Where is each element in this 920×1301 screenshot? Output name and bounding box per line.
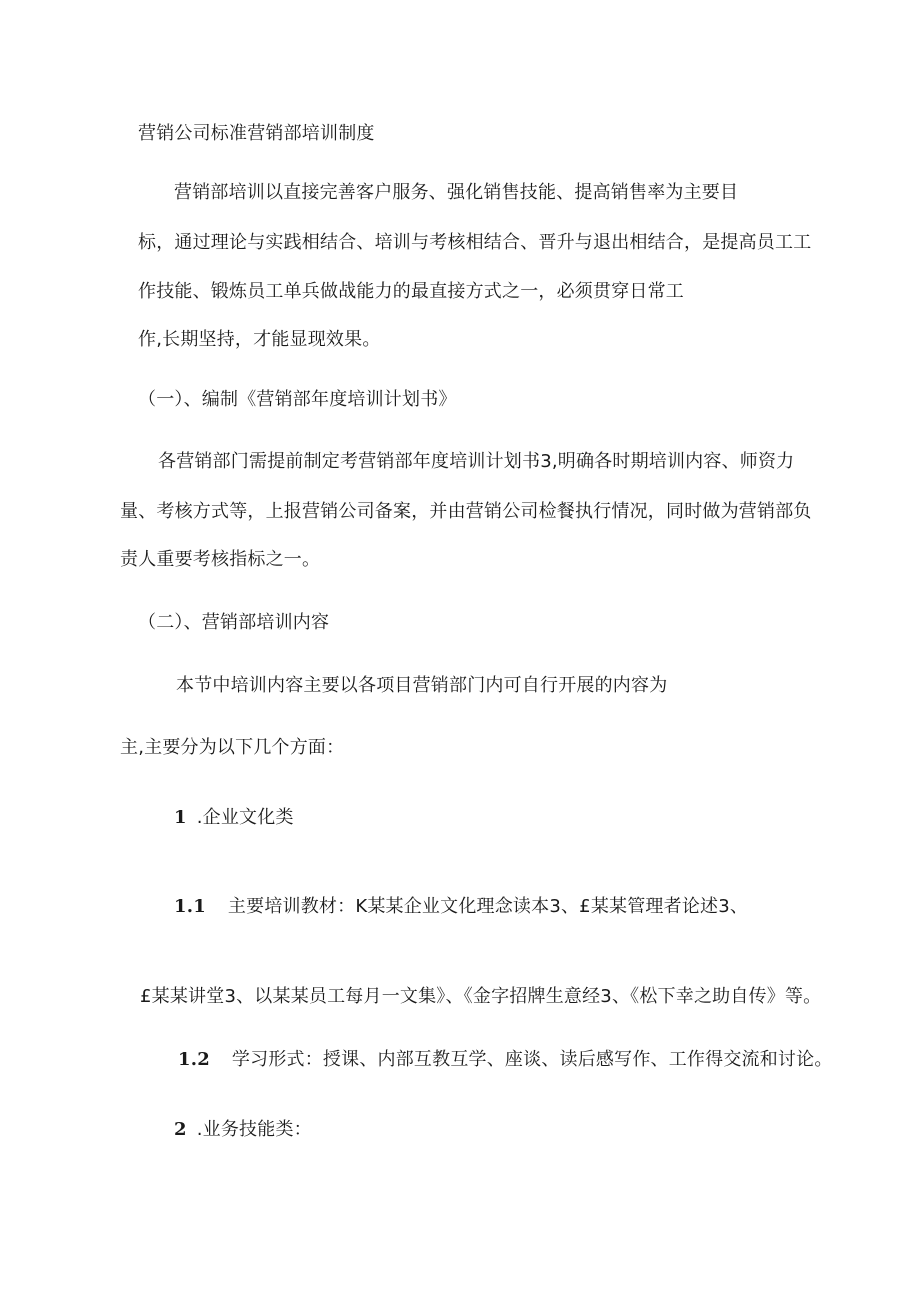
item-1-2-number: 1.2 — [178, 1049, 210, 1070]
item-1-2-text: 学习形式：授课、内部互教互学、座谈、读后感写作、工作得交流和讨论。 — [231, 1049, 833, 1070]
item-1-heading — [174, 807, 294, 829]
section-1-heading: （一）、编制《营销部年度培训计划书》 — [138, 389, 457, 410]
item-2-label: .业务技能类： — [196, 1119, 312, 1140]
item-1-1-line-1 — [174, 896, 748, 918]
item-1-2-line — [178, 1049, 833, 1071]
section-2-heading: （二）、营销部培训内容 — [138, 612, 330, 633]
section-2-line-1: 本节中培训内容主要以各项目营销部门内可自行开展的内容为 — [176, 675, 668, 696]
item-1-1-line-2: £某某讲堂3、以某某员工每月一文集》、《金字招牌生意经3、《松下幸之助自传》等。 — [140, 986, 822, 1007]
intro-line-1: 营销部培训以直接完善客户服务、强化销售技能、提高销售率为主要目 — [174, 182, 739, 203]
intro-line-2: 标，通过理论与实践相结合、培训与考核相结合、晋升与退出相结合，是提高员工工 — [138, 232, 812, 253]
intro-line-4: 作,长期坚持，才能显现效果。 — [138, 329, 381, 350]
item-1-1-number: 1.1 — [174, 896, 206, 917]
item-1-number: 1 — [174, 807, 187, 828]
document-title: 营销公司标准营销部培训制度 — [138, 123, 375, 144]
item-2-number: 2 — [174, 1119, 187, 1140]
section-2-line-2: 主,主要分为以下几个方面： — [120, 737, 345, 758]
intro-line-3: 作技能、锻炼员工单兵做战能力的最直接方式之一，必须贯穿日常工 — [138, 281, 684, 302]
item-1-label: .企业文化类 — [196, 807, 294, 828]
item-1-1-text: 主要培训教材：K某某企业文化理念读本3、£某某管理者论述3、 — [227, 896, 749, 917]
section-1-line-2: 量、考核方式等，上报营销公司备案，并由营销公司检餐执行情况，同时做为营销部负 — [120, 501, 812, 522]
item-2-heading — [174, 1119, 312, 1141]
section-1-line-3: 责人重要考核指标之一。 — [120, 549, 321, 570]
section-1-line-1: 各营销部门需提前制定考营销部年度培训计划书3,明确各时期培训内容、师资力 — [158, 451, 795, 472]
